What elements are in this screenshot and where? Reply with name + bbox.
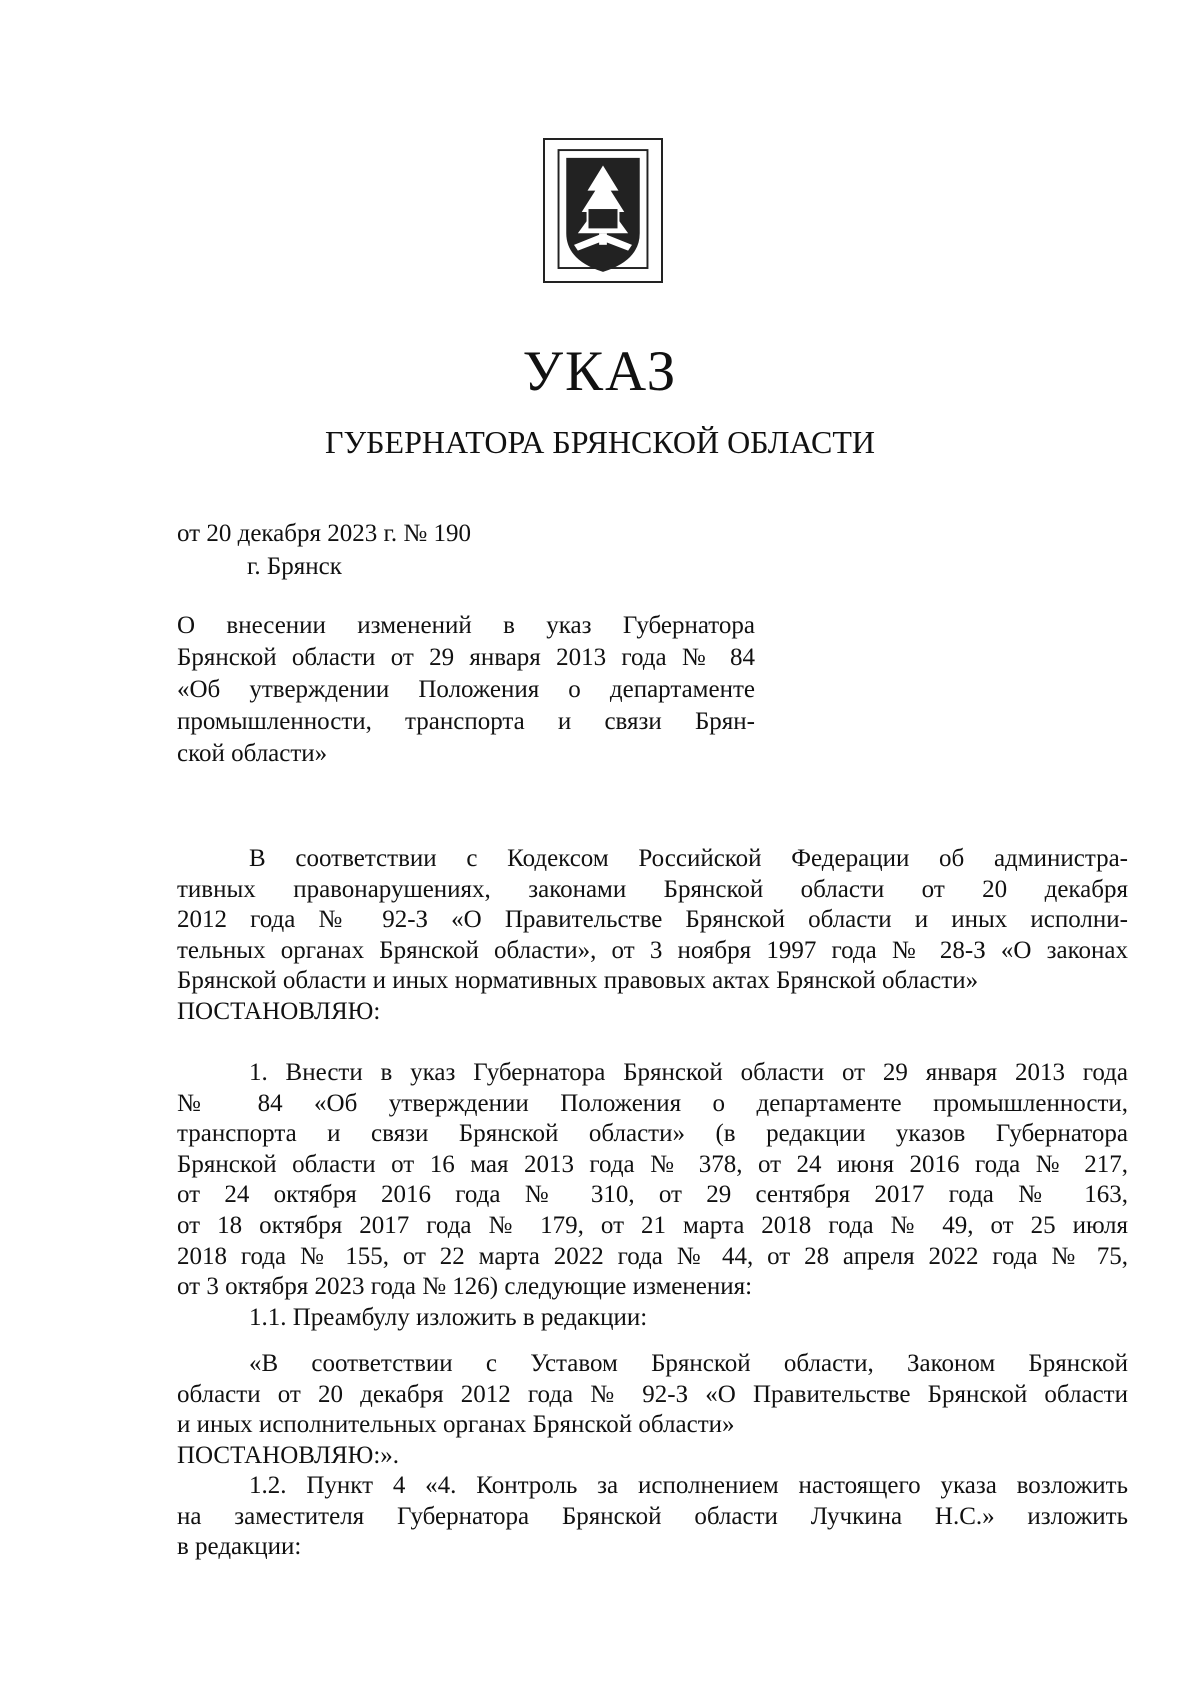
subject-line: Брянской области от 29 января 2013 года № 84 bbox=[177, 644, 755, 671]
subject-line: ской области» bbox=[177, 740, 328, 767]
subject-line: О внесении изменений в указ Губернатора bbox=[177, 612, 755, 639]
point-1-2-line: в редакции: bbox=[177, 1533, 302, 1561]
point-1-line: 1. Внести в указ Губернатора Брянской области от 29 января 2013 года bbox=[249, 1059, 1128, 1086]
point-1-paragraph bbox=[177, 1058, 1128, 1333]
document-type-title: УКАЗ bbox=[522, 340, 678, 403]
document-subject bbox=[177, 610, 755, 770]
coat-of-arms-icon bbox=[545, 140, 661, 281]
preamble-line: В соответствии с Кодексом Российской Федерации об администра- bbox=[249, 845, 1128, 872]
preamble-new-wording bbox=[177, 1349, 1128, 1471]
preamble-decree-word: ПОСТАНОВЛЯЮ: bbox=[177, 997, 381, 1025]
subject-line: «Об утверждении Положения о департаменте bbox=[177, 676, 755, 703]
point-1-line: № 84 «Об утверждении Положения о департаменте промышленности, bbox=[177, 1089, 1128, 1117]
point-1-2-line: 1.2. Пункт 4 «4. Контроль за исполнением настоящего указа возложить bbox=[249, 1472, 1128, 1499]
quote-line: и иных исполнительных органах Брянской области» bbox=[177, 1411, 735, 1439]
point-1-line: от 3 октября 2023 года № 126) следующие изменения: bbox=[177, 1273, 753, 1301]
preamble-line: Брянской области и иных нормативных правовых актах Брянской области» bbox=[177, 967, 979, 995]
preamble-line: тельных органах Брянской области», от 3 ноября 1997 года № 28-З «О законах bbox=[177, 936, 1128, 964]
point-1-line: 2018 года № 155, от 22 марта 2022 года № 44, от 28 апреля 2022 года № 75, bbox=[177, 1242, 1128, 1270]
point-1-line: от 24 октября 2016 года № 310, от 29 сентября 2017 года № 163, bbox=[177, 1181, 1128, 1209]
quote-line: области от 20 декабря 2012 года № 92-З «О Правительстве Брянской области bbox=[177, 1380, 1128, 1408]
point-1-2-line: на заместителя Губернатора Брянской области Лучкина Н.С.» изложить bbox=[177, 1502, 1128, 1530]
point-1-line: от 18 октября 2017 года № 179, от 21 марта 2018 года № 49, от 25 июля bbox=[177, 1211, 1128, 1239]
quote-line: ПОСТАНОВЛЯЮ:». bbox=[177, 1441, 400, 1469]
coat-of-arms bbox=[543, 138, 663, 283]
document-city: г. Брянск bbox=[247, 553, 342, 580]
point-1-line: Брянской области от 16 мая 2013 года № 378, от 24 июня 2016 года № 217, bbox=[177, 1150, 1128, 1178]
subject-line: промышленности, транспорта и связи Брян- bbox=[177, 708, 755, 735]
preamble-line: тивных правонарушениях, законами Брянской области от 20 декабря bbox=[177, 875, 1128, 903]
document-date-number: от 20 декабря 2023 г. № 190 bbox=[177, 520, 472, 547]
point-1-1-line: 1.1. Преамбулу изложить в редакции: bbox=[249, 1303, 648, 1331]
preamble-line: 2012 года № 92-З «О Правительстве Брянской области и иных исполни- bbox=[177, 906, 1128, 934]
preamble-paragraph bbox=[177, 844, 1128, 1028]
point-1-2-paragraph bbox=[177, 1471, 1128, 1563]
point-1-line: транспорта и связи Брянской области» (в редакции указов Губернатора bbox=[177, 1120, 1128, 1148]
document-issuer-title: ГУБЕРНАТОРА БРЯНСКОЙ ОБЛАСТИ bbox=[325, 424, 875, 460]
quote-line: «В соответствии с Уставом Брянской области, Законом Брянской bbox=[249, 1350, 1128, 1377]
